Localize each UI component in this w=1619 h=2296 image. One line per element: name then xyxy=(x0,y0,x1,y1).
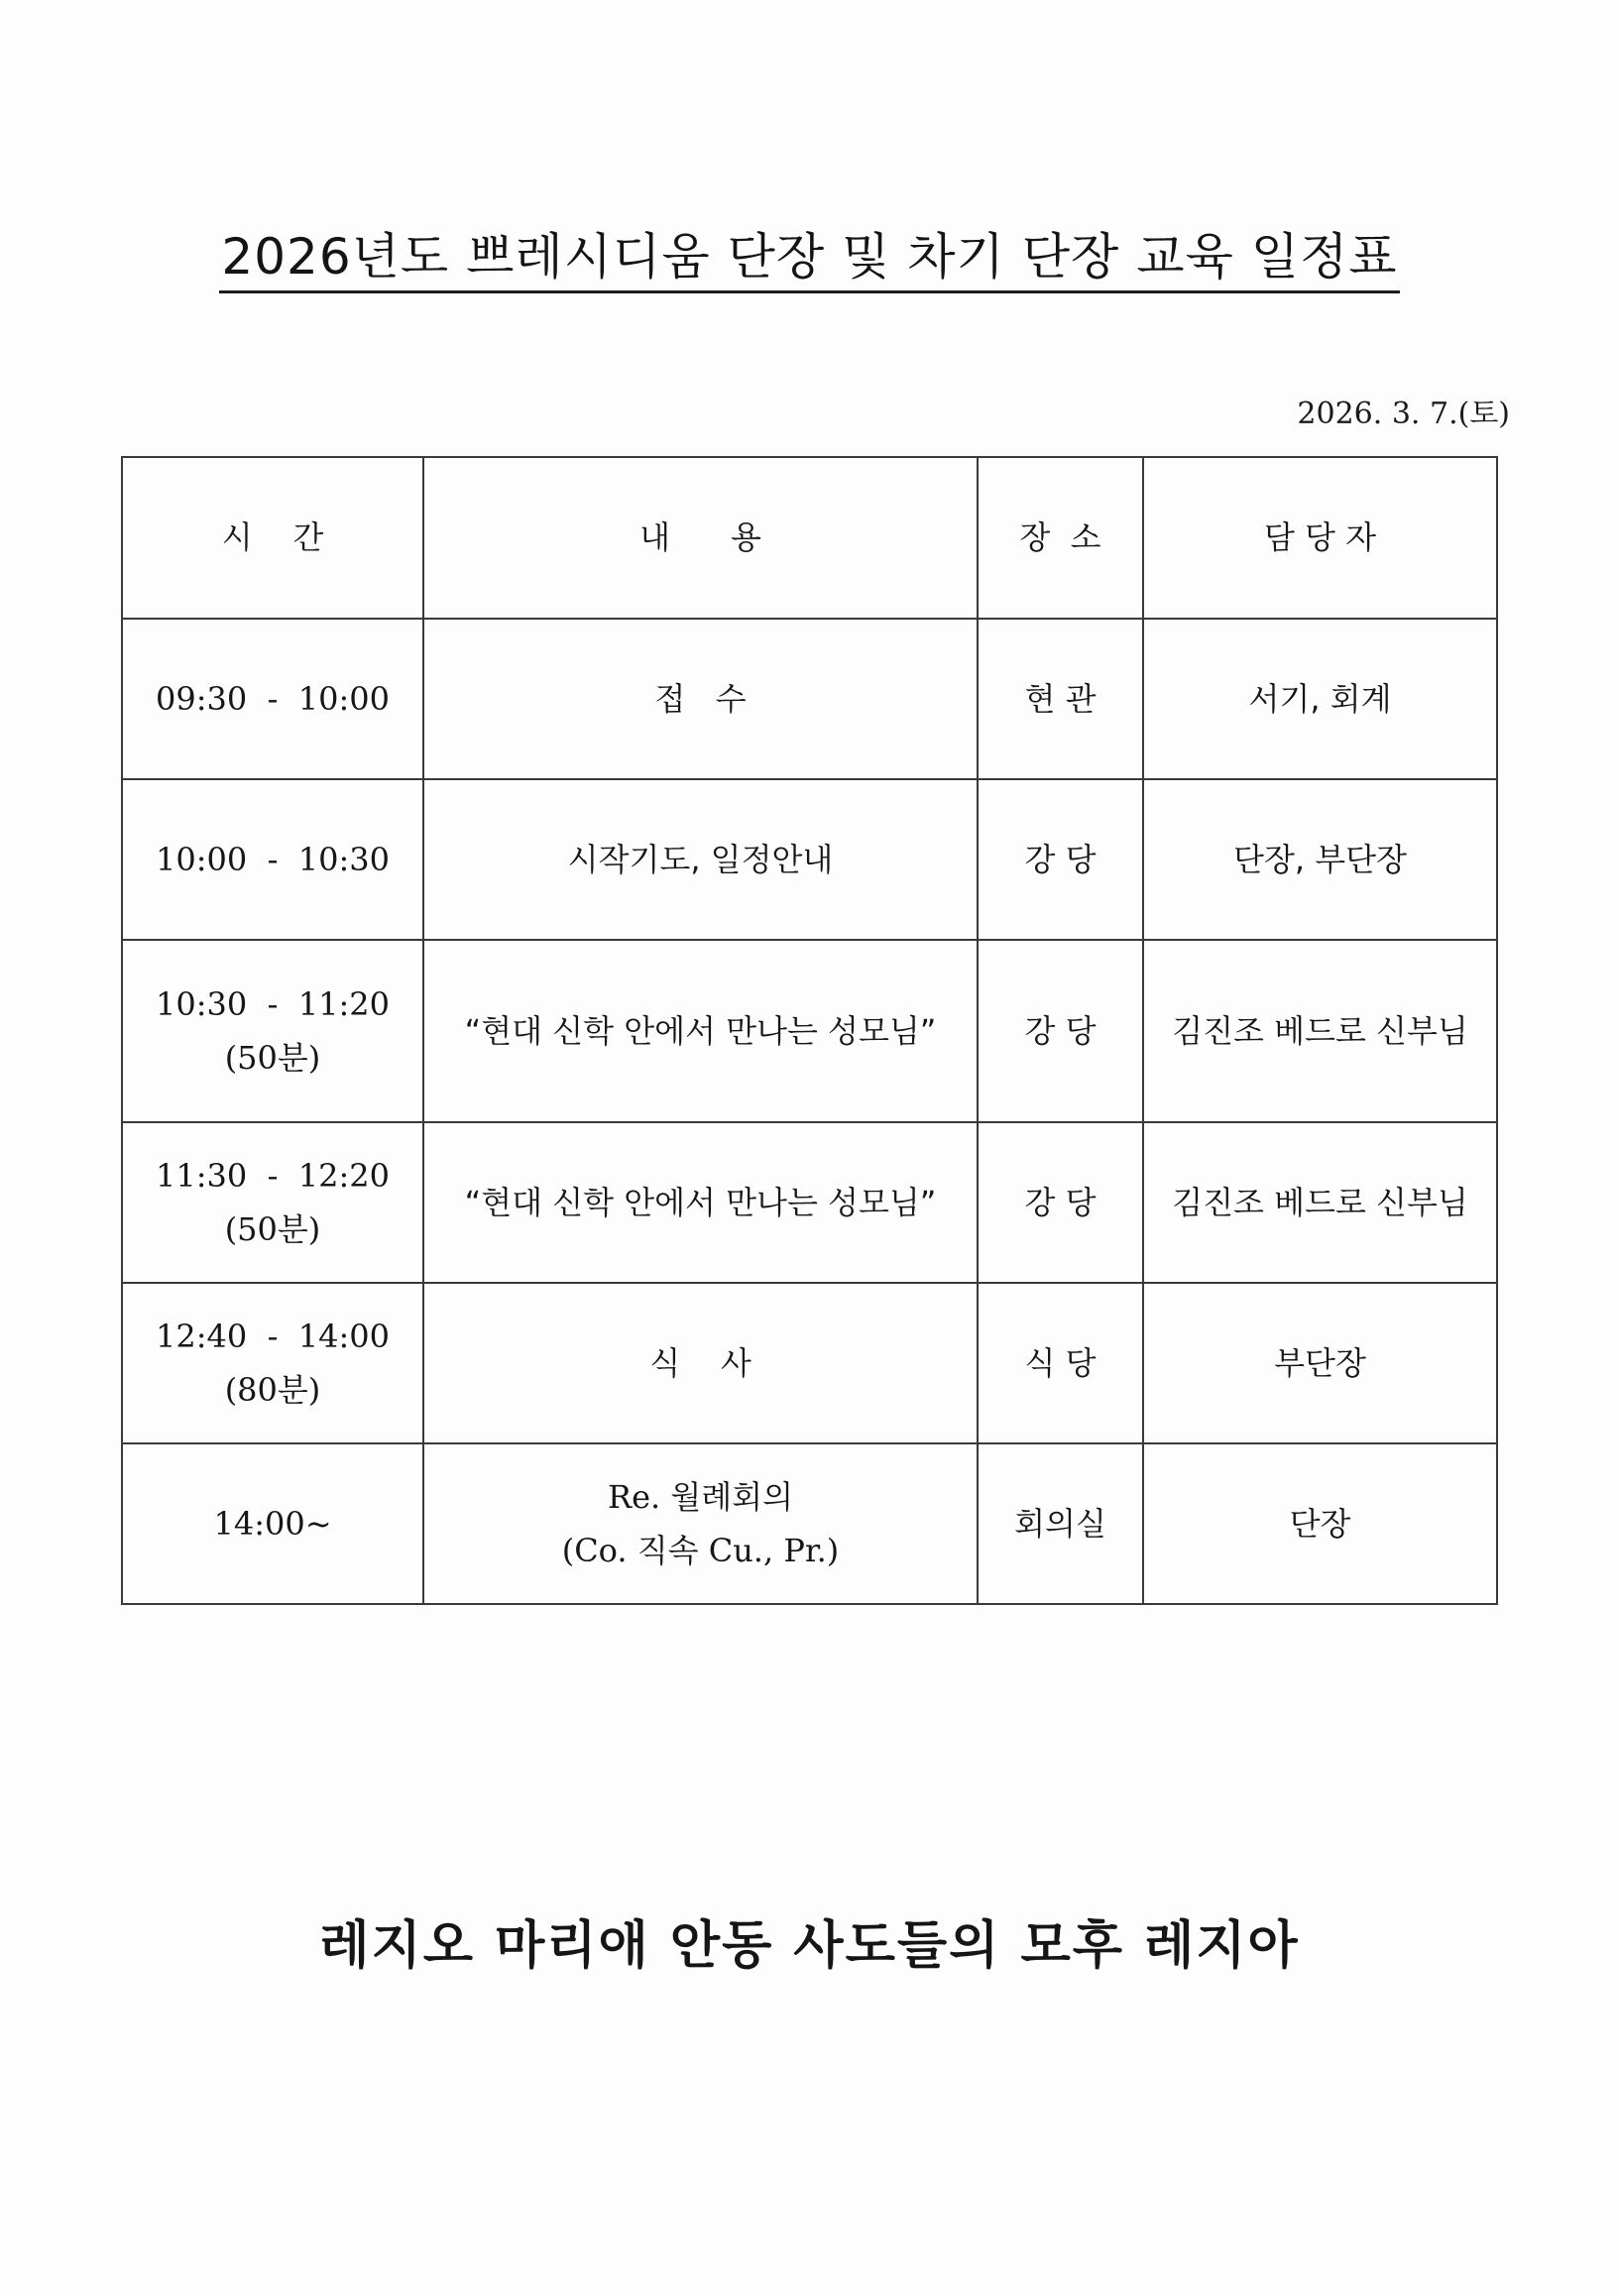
place-cell: 강 당 xyxy=(978,1122,1143,1283)
place-cell: 강 당 xyxy=(978,779,1143,940)
time-range: 10:30 - 11:20 xyxy=(156,984,390,1023)
time-cell: 10:00 - 10:30 xyxy=(122,779,423,940)
table-row xyxy=(122,940,1497,1122)
person-cell: 김진조 베드로 신부님 xyxy=(1143,1122,1497,1283)
table-header-row xyxy=(122,457,1497,619)
time-duration: (50분) xyxy=(224,1039,321,1077)
person-cell: 서기, 회계 xyxy=(1143,619,1497,779)
person-cell: 부단장 xyxy=(1143,1283,1497,1443)
header-person: 담 당 자 xyxy=(1143,457,1497,619)
document-date: 2026. 3. 7.(토) xyxy=(1297,397,1510,431)
table-row xyxy=(122,1443,1497,1604)
content-line-2: (Co. 직속 Cu., Pr.) xyxy=(561,1532,840,1569)
content-cell: 시작기도, 일정안내 xyxy=(423,779,978,940)
time-duration: (50분) xyxy=(224,1210,321,1248)
time-cell xyxy=(122,940,423,1122)
place-cell: 강 당 xyxy=(978,940,1143,1122)
title-container xyxy=(0,230,1619,293)
time-cell xyxy=(122,1283,423,1443)
table-row xyxy=(122,1122,1497,1283)
place-cell: 식 당 xyxy=(978,1283,1143,1443)
content-cell: “현대 신학 안에서 만나는 성모님” xyxy=(423,940,978,1122)
header-content: 내 용 xyxy=(423,457,978,619)
document-title: 2026년도 쁘레시디움 단장 및 차기 단장 교육 일정표 xyxy=(219,230,1399,293)
organization-footer: 레지오 마리애 안동 사도들의 모후 레지아 xyxy=(319,1916,1300,1976)
header-time: 시 간 xyxy=(122,457,423,619)
content-cell: 식 사 xyxy=(423,1283,978,1443)
table-row xyxy=(122,779,1497,940)
person-cell: 김진조 베드로 신부님 xyxy=(1143,940,1497,1122)
time-cell: 14:00~ xyxy=(122,1443,423,1604)
time-cell xyxy=(122,1122,423,1283)
schedule-table xyxy=(121,456,1498,1605)
content-line-1: Re. 월례회의 xyxy=(607,1477,794,1516)
time-range: 11:30 - 12:20 xyxy=(156,1156,390,1195)
header-place: 장 소 xyxy=(978,457,1143,619)
content-cell: “현대 신학 안에서 만나는 성모님” xyxy=(423,1122,978,1283)
place-cell: 회의실 xyxy=(978,1443,1143,1604)
content-cell: 접 수 xyxy=(423,619,978,779)
content-cell xyxy=(423,1443,978,1604)
person-cell: 단장, 부단장 xyxy=(1143,779,1497,940)
time-range: 12:40 - 14:00 xyxy=(156,1317,390,1355)
table-row xyxy=(122,619,1497,779)
place-cell: 현 관 xyxy=(978,619,1143,779)
time-cell: 09:30 - 10:00 xyxy=(122,619,423,779)
time-duration: (80분) xyxy=(224,1371,321,1409)
person-cell: 단장 xyxy=(1143,1443,1497,1604)
table-row xyxy=(122,1283,1497,1443)
